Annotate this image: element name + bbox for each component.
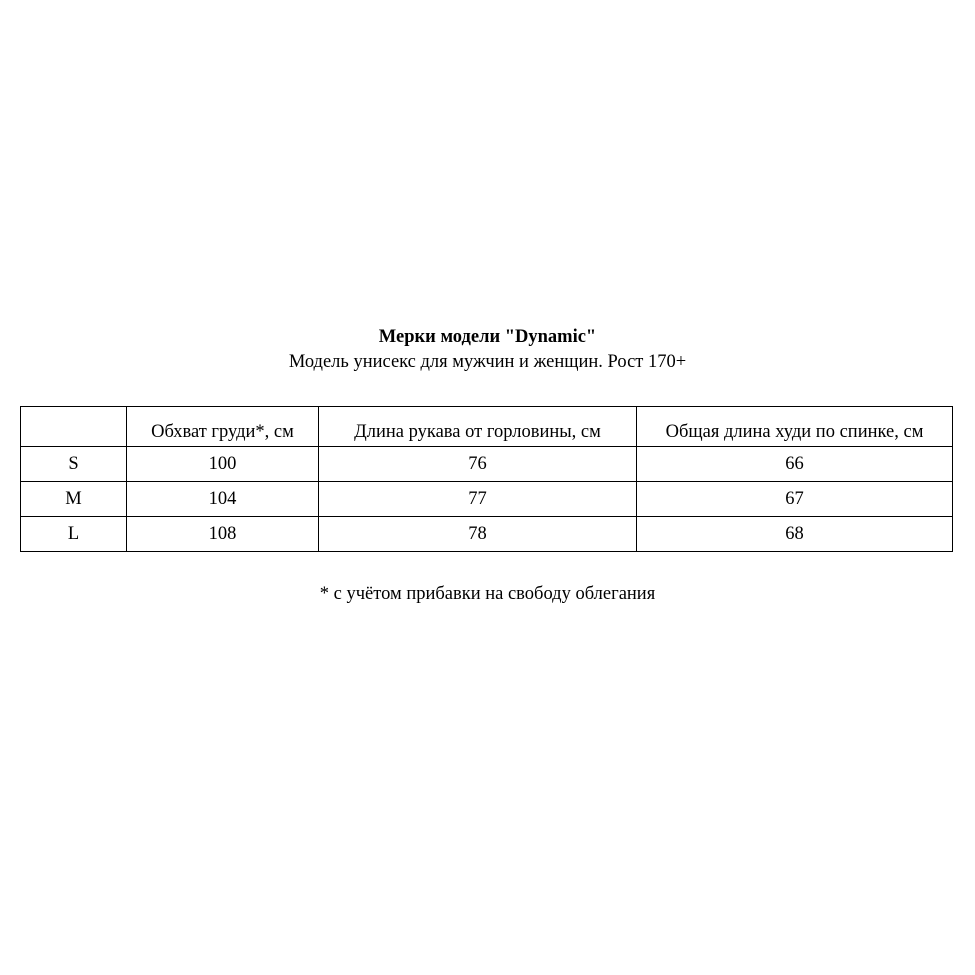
cell-sleeve-length: 78: [319, 517, 637, 552]
header-total-length: Общая длина худи по спинке, см: [637, 407, 953, 447]
cell-chest-girth: 100: [127, 447, 319, 482]
header-size: [21, 407, 127, 447]
cell-chest-girth: 104: [127, 482, 319, 517]
footnote: * с учётом прибавки на свободу облегания: [319, 584, 656, 604]
table-row: [21, 517, 953, 552]
table-row: [21, 447, 953, 482]
cell-total-length: 67: [637, 482, 953, 517]
cell-total-length: 66: [637, 447, 953, 482]
cell-sleeve-length: 76: [319, 447, 637, 482]
cell-total-length: 68: [637, 517, 953, 552]
cell-size: S: [21, 447, 127, 482]
size-table: [20, 406, 953, 552]
document-title: Мерки модели "Dynamic": [378, 327, 597, 347]
cell-chest-girth: 108: [127, 517, 319, 552]
header-sleeve-length: Длина рукава от горловины, см: [319, 407, 637, 447]
header-chest-girth: Обхват груди*, см: [127, 407, 319, 447]
cell-size: L: [21, 517, 127, 552]
cell-sleeve-length: 77: [319, 482, 637, 517]
table-header-row: [21, 407, 953, 447]
cell-size: M: [21, 482, 127, 517]
document-subtitle: Модель унисекс для мужчин и женщин. Рост 170+: [288, 352, 687, 372]
table-row: [21, 482, 953, 517]
